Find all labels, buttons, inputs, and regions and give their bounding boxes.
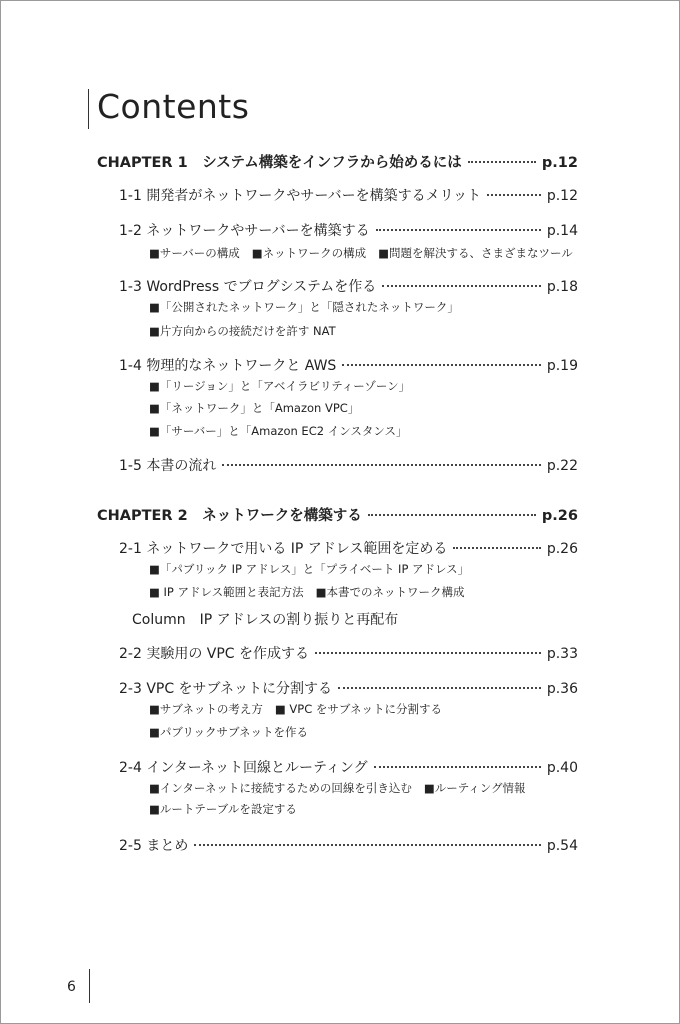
subtopic: ■ネットワークの構成 [251, 246, 367, 260]
leader-dots [222, 464, 541, 466]
toc-subtopics [149, 245, 573, 261]
leader-dots [342, 364, 541, 366]
toc-page: p.54 [546, 838, 578, 854]
leader-dots [382, 285, 541, 287]
toc-page: p.26 [546, 541, 578, 557]
toc-label: CHAPTER 2 ネットワークを構築する [97, 508, 362, 524]
toc-subtopics [149, 701, 442, 717]
subtopic: ■「サーバー」と「Amazon EC2 インスタンス」 [149, 424, 408, 438]
toc-label: 1-2 ネットワークやサーバーを構築する [119, 223, 370, 239]
subtopic: ■片方向からの接続だけを許す NAT [149, 324, 336, 338]
toc-page: p.18 [546, 279, 578, 295]
toc-section-2-2[interactable] [119, 643, 578, 663]
toc-section-2-4[interactable] [119, 757, 578, 777]
subtopic: ■「リージョン」と「アベイラビリティーゾーン」 [149, 379, 411, 393]
toc-page: p.33 [546, 646, 578, 662]
toc-section-2-3[interactable] [119, 678, 578, 698]
toc-section-1-4[interactable] [119, 355, 578, 375]
toc-section-2-5[interactable] [119, 835, 578, 855]
toc-label: CHAPTER 1 システム構築をインフラから始めるには [97, 155, 462, 171]
leader-dots [453, 547, 540, 549]
title-rule [88, 89, 89, 129]
subtopic: ■「パブリック IP アドレス」と「プライベート IP アドレス」 [149, 562, 470, 576]
toc-section-1-5[interactable] [119, 455, 578, 475]
page-title: Contents [97, 87, 250, 126]
toc-subtopics [149, 780, 526, 796]
subtopic: ■本書でのネットワーク構成 [315, 585, 465, 599]
toc-page: p.40 [546, 760, 578, 776]
leader-dots [376, 229, 541, 231]
leader-dots [487, 194, 541, 196]
leader-dots [338, 687, 541, 689]
page-number-rule [89, 969, 90, 1003]
toc-label: 2-1 ネットワークで用いる IP アドレス範囲を定める [119, 541, 448, 557]
toc-label: 2-3 VPC をサブネットに分割する [119, 681, 333, 697]
column-title: IP アドレスの割り振りと再配布 [199, 612, 399, 628]
subtopic: ■ルーティング情報 [423, 781, 526, 795]
page-number: 6 [67, 979, 76, 995]
toc-page: p.19 [546, 358, 578, 374]
subtopic: ■サーバーの構成 [149, 246, 240, 260]
toc-page: p.26 [541, 508, 578, 524]
toc-chapter-2[interactable] [97, 504, 578, 525]
toc-page: p.36 [546, 681, 578, 697]
toc-label: 2-5 まとめ [119, 838, 189, 854]
toc-page: p.22 [546, 458, 578, 474]
toc-chapter-1[interactable] [97, 151, 578, 172]
toc-section-2-1[interactable] [119, 538, 578, 558]
subtopic: ■「ネットワーク」と「Amazon VPC」 [149, 401, 360, 415]
toc-label: 2-2 実験用の VPC を作成する [119, 646, 310, 662]
toc-subtopics [149, 584, 465, 600]
toc-section-1-2[interactable] [119, 220, 578, 240]
toc-label: 1-3 WordPress でブログシステムを作る [119, 279, 377, 295]
subtopic: ■問題を解決する、さまざまなツール [378, 246, 573, 260]
column-label: Column [132, 612, 186, 628]
leader-dots [368, 514, 536, 516]
leader-dots [468, 161, 536, 163]
leader-dots [374, 766, 541, 768]
toc-label: 1-1 開発者がネットワークやサーバーを構築するメリット [119, 188, 482, 204]
toc-page: p.12 [541, 155, 578, 171]
subtopic: ■インターネットに接続するための回線を引き込む [149, 781, 412, 795]
subtopic: ■ IP アドレス範囲と表記方法 [149, 585, 304, 599]
subtopic: ■ VPC をサブネットに分割する [274, 702, 442, 716]
subtopic: ■サブネットの考え方 [149, 702, 263, 716]
subtopic: ■ルートテーブルを設定する [149, 802, 297, 816]
toc-page: p.12 [546, 188, 578, 204]
toc-page: p.14 [546, 223, 578, 239]
toc-section-1-1[interactable] [119, 185, 578, 205]
toc-column[interactable] [132, 609, 398, 629]
subtopic: ■「公開されたネットワーク」と「隠されたネットワーク」 [149, 300, 459, 314]
toc-section-1-3[interactable] [119, 276, 578, 296]
toc-label: 2-4 インターネット回線とルーティング [119, 760, 368, 776]
leader-dots [315, 652, 541, 654]
leader-dots [194, 844, 541, 846]
toc-label: 1-4 物理的なネットワークと AWS [119, 358, 337, 374]
subtopic: ■パブリックサブネットを作る [149, 725, 308, 739]
toc-label: 1-5 本書の流れ [119, 458, 217, 474]
